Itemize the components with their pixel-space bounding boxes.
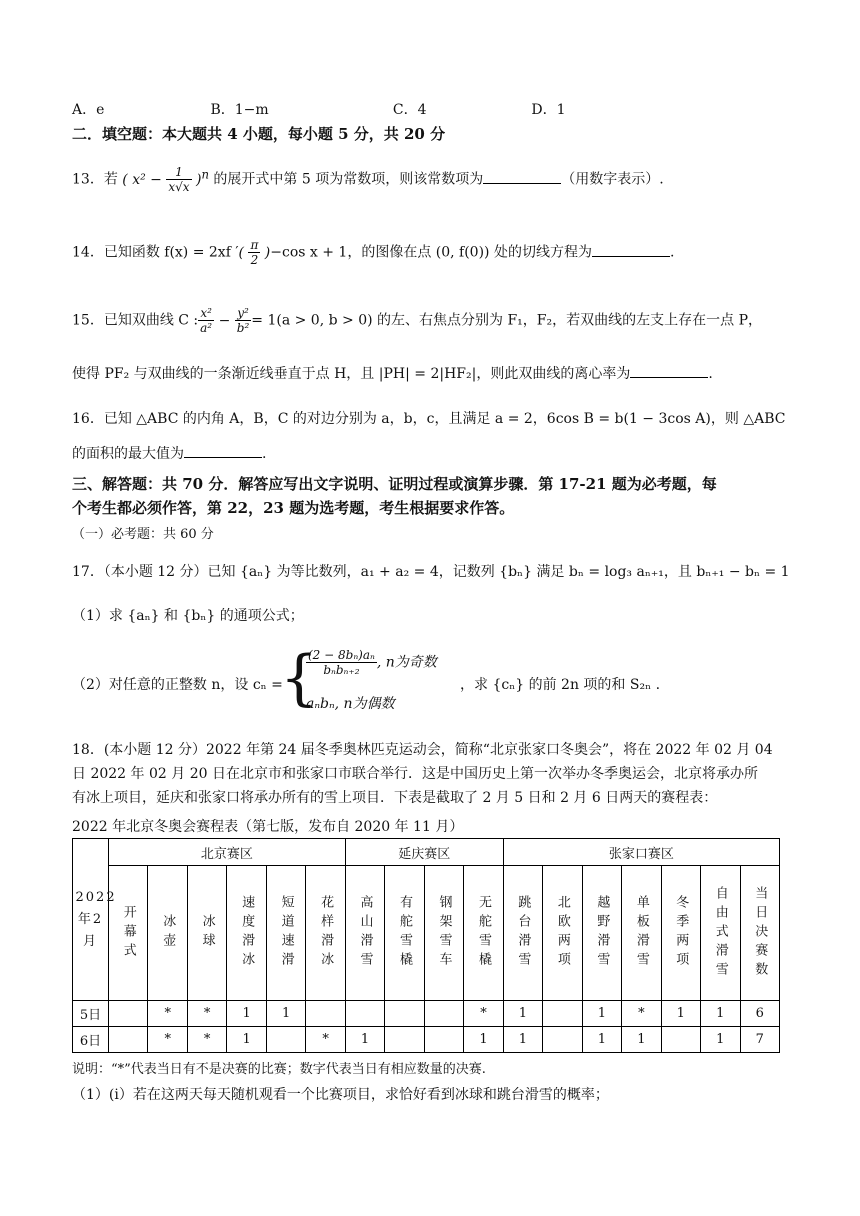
event-name: 高山滑雪 bbox=[357, 895, 373, 971]
event-header-cell bbox=[306, 866, 345, 1001]
schedule-cell: * bbox=[306, 1027, 345, 1053]
event-header-cell bbox=[661, 866, 700, 1001]
schedule-cell bbox=[385, 1027, 424, 1053]
schedule-cell: * bbox=[622, 1001, 661, 1027]
schedule-cell: 1 bbox=[345, 1027, 384, 1053]
schedule-body bbox=[73, 1001, 780, 1053]
event-name: 自由式滑雪 bbox=[712, 885, 728, 981]
event-header-row bbox=[73, 866, 780, 1001]
event-name: 有舵雪橇 bbox=[397, 895, 413, 971]
event-name: 冰壶 bbox=[160, 914, 176, 952]
event-name: 越野滑雪 bbox=[594, 895, 610, 971]
group-header-row bbox=[73, 839, 780, 866]
piecewise-case-2: aₙbₙ, n为偶数 bbox=[306, 696, 395, 712]
question-18-line-3: 有冰上项目，延庆和张家口将承办所有的雪上项目．下表是截取了 2 月 5 日和 2 月 6 日两天的赛程表： bbox=[72, 790, 718, 806]
event-name: 冰球 bbox=[199, 914, 215, 952]
day-cell: 5日 bbox=[73, 1001, 109, 1027]
question-17-part-1: （1）求 {aₙ} 和 {bₙ} 的通项公式； bbox=[72, 608, 304, 624]
schedule-cell: 1 bbox=[503, 1001, 542, 1027]
schedule-cell bbox=[543, 1027, 582, 1053]
group-yanqing: 延庆赛区 bbox=[345, 839, 503, 866]
section-3-subtitle: （一）必考题：共 60 分 bbox=[72, 527, 214, 542]
schedule-cell bbox=[424, 1001, 463, 1027]
exam-page: A．e B．1−m C．4 D．1 二．填空题：本大题共 4 小题，每小题 5 分，共 20 分 13．若 ( x² − $\frac{1}{x√x}$ )$^n$ 的展开式中第 5 项为常数项，则该常数项为 （用数字表示）. 14．已知函数 f(x) = 2xf ′( $\frac{\pi}{2}$ )−cos x + 1，的图像在点 (0, f(0)) 处的切线方程为 . 15．已知双曲线 C : $\frac{\text{x²}}{\text{a²}}$ − $\frac{\text{y²}}{\text{b²}}$ = 1(a > 0, b > 0) 的左、右焦点分别为 F₁，F₂，若双曲线的左支上存在一点 P， 使得 PF₂ 与双曲线的一条渐近线垂直于点 H，且 |PH| = 2|HF₂|，则此双曲线的离心率为 . 16．已知 △ABC 的内角 A，B，C 的对边分别为 a，b，c，且满足 a = 2，6cos B = b(1 − 3cos A)，则 △ABC 的面积的最大值为 . 三、解答题：共 70 分．解答应写出文字说明、证明过程或演算步骤．第 17-21 题为必考题，每 个考生都必须作答，第 22，23 题为选考题，考生根据要求作答。 （一）必考题：共 60 分 17．（本小题 12 分）已知 {aₙ} 为等比数列，a₁ + a₂ = 4，记数列 {bₙ} 满足 bₙ = log₃ aₙ₊₁，且 bₙ₊₁ − bₙ = 1 （1）求 {aₙ} 和 {bₙ} 的通项公式； （2）对任意的正整数 n，设 cₙ = { $\frac{\text{(2 − 8bₙ)aₙ}}{\text{bₙbₙ₊₂}}$ , n为奇数 aₙbₙ, n为偶数 ，求 {cₙ} 的前 2n 项的和 S₂ₙ . 18．(本小题 12 分）2022 年第 24 届冬季奥林匹克运动会，简称“北京张家口冬奥会”，将在 2022 年 02 月 04 日 2022 年 02 月 20 日在北京市和张家口市联合举行．这是中国历史上第一次举办冬季奥运会，北京将承办所 有冰上项目，延庆和张家口将承办所有的雪上项目．下表是截取了 2 月 5 日和 2 月 6 日两天的赛程表： 2022 年北京冬奥会赛程表（第七版，发布自 2020 年 11 月） 2022年2月 北京赛区 延庆赛区 张家口赛区 开幕式 冰壶 冰球 速度滑冰 短道速滑 花样滑冰 高山滑雪 有舵雪橇 钢架雪车 无舵雪橇 跳台滑雪 北欧两项 越野滑雪 单板滑雪 冬季两项 自由式滑雪 当日决赛数 5日 * * 1 1 * 1 1 * 1 1 6 6日 * * 1 * 1 1 1 1 1 1 7 说明：“*”代表当日有不是决赛的比赛；数字代表当日有相应数量的决赛. （1）(i）若在这两天每天随机观看一个比赛项目，求恰好看到冰球和跳台滑雪的概率； bbox=[72, 102, 790, 1103]
choice-a[interactable]: A．e bbox=[72, 102, 105, 118]
schedule-cell: 1 bbox=[582, 1001, 621, 1027]
schedule-cell: * bbox=[148, 1001, 187, 1027]
choice-b[interactable]: B．1−m bbox=[210, 102, 269, 118]
schedule-cell: 1 bbox=[266, 1001, 305, 1027]
event-header-cell bbox=[503, 866, 542, 1001]
schedule-cell bbox=[385, 1001, 424, 1027]
schedule-cell: * bbox=[148, 1027, 187, 1053]
event-header-cell bbox=[148, 866, 187, 1001]
choice-row bbox=[72, 100, 566, 120]
schedule-cell bbox=[266, 1027, 305, 1053]
event-name: 单板滑雪 bbox=[633, 895, 649, 971]
schedule-cell bbox=[543, 1001, 582, 1027]
event-header-cell bbox=[187, 866, 226, 1001]
question-18-line-2: 日 2022 年 02 月 20 日在北京市和张家口市联合举行．这是中国历史上第一次举办冬季奥运会，北京将承办所 bbox=[72, 766, 758, 782]
group-beijing: 北京赛区 bbox=[109, 839, 346, 866]
q14-formula: ( $\frac{\pi}{2}$ ) bbox=[238, 238, 271, 267]
event-name: 花样滑冰 bbox=[318, 895, 334, 971]
event-header-cell bbox=[266, 866, 305, 1001]
schedule-cell: 1 bbox=[227, 1001, 266, 1027]
schedule-cell: 7 bbox=[740, 1027, 780, 1053]
table-corner-cell: 2022年2月 bbox=[73, 839, 109, 1001]
schedule-table bbox=[72, 838, 780, 1053]
question-16-line-2: 的面积的最大值为 . bbox=[72, 443, 266, 464]
schedule-cell bbox=[109, 1027, 148, 1053]
table-row bbox=[73, 1027, 780, 1053]
choice-c[interactable]: C．4 bbox=[392, 102, 427, 118]
event-header-cell bbox=[701, 866, 740, 1001]
schedule-cell bbox=[345, 1001, 384, 1027]
event-header-cell bbox=[227, 866, 266, 1001]
schedule-cell bbox=[109, 1001, 148, 1027]
schedule-cell: 1 bbox=[464, 1027, 503, 1053]
event-header-cell bbox=[464, 866, 503, 1001]
event-name: 开幕式 bbox=[120, 904, 136, 962]
section-3-title-line-1: 三、解答题：共 70 分．解答应写出文字说明、证明过程或演算步骤．第 17-21 题为必考题，每 bbox=[72, 475, 717, 493]
table-caption: 2022 年北京冬奥会赛程表（第七版，发布自 2020 年 11 月） bbox=[72, 819, 464, 835]
schedule-cell: 1 bbox=[503, 1027, 542, 1053]
event-header-cell bbox=[622, 866, 661, 1001]
event-name: 北欧两项 bbox=[554, 895, 570, 971]
schedule-cell: 1 bbox=[701, 1001, 740, 1027]
answer-blank[interactable] bbox=[184, 443, 262, 458]
event-header-cell bbox=[582, 866, 621, 1001]
choice-d[interactable]: D．1 bbox=[531, 102, 566, 118]
q15-formula: $\frac{\text{x²}}{\text{a²}}$ − $\frac{\text{y²}}{\text{b²}}$ bbox=[200, 306, 250, 335]
schedule-cell: 6 bbox=[740, 1001, 780, 1027]
event-name: 冬季两项 bbox=[673, 895, 689, 971]
answer-blank[interactable] bbox=[630, 363, 708, 378]
event-name: 速度滑冰 bbox=[239, 895, 255, 971]
event-header-cell bbox=[543, 866, 582, 1001]
schedule-cell: 1 bbox=[701, 1027, 740, 1053]
answer-blank[interactable] bbox=[592, 242, 670, 257]
schedule-cell: 1 bbox=[661, 1001, 700, 1027]
question-18-line-1: 18．(本小题 12 分）2022 年第 24 届冬季奥林匹克运动会，简称“北京张家口冬奥会”，将在 2022 年 02 月 04 bbox=[72, 742, 773, 758]
section-2-title: 二．填空题：本大题共 4 小题，每小题 5 分，共 20 分 bbox=[72, 125, 446, 143]
event-header-cell bbox=[109, 866, 148, 1001]
question-16-line-1: 16．已知 △ABC 的内角 A，B，C 的对边分别为 a，b，c，且满足 a = 2，6cos B = b(1 − 3cos A)，则 △ABC bbox=[72, 411, 786, 427]
question-14: 14．已知函数 f(x) = 2xf ′( $\frac{\pi}{2}$ )−cos x + 1，的图像在点 (0, f(0)) 处的切线方程为 . bbox=[72, 238, 675, 267]
event-name: 无舵雪橇 bbox=[475, 895, 491, 971]
schedule-cell bbox=[306, 1001, 345, 1027]
question-15-line-2: 使得 PF₂ 与双曲线的一条渐近线垂直于点 H，且 |PH| = 2|HF₂|，则此双曲线的离心率为 . bbox=[72, 363, 713, 384]
group-zhangjiakou: 张家口赛区 bbox=[503, 839, 779, 866]
question-17-stem: 17．（本小题 12 分）已知 {aₙ} 为等比数列，a₁ + a₂ = 4，记数列 {bₙ} 满足 bₙ = log₃ aₙ₊₁，且 bₙ₊₁ − bₙ = 1 bbox=[72, 564, 790, 580]
schedule-cell: * bbox=[187, 1027, 226, 1053]
schedule-cell: 1 bbox=[622, 1027, 661, 1053]
schedule-cell: 1 bbox=[582, 1027, 621, 1053]
event-header-cell bbox=[385, 866, 424, 1001]
schedule-cell bbox=[661, 1027, 700, 1053]
schedule-cell: * bbox=[464, 1001, 503, 1027]
question-15-line-1: 15．已知双曲线 C : $\frac{\text{x²}}{\text{a²}}$ − $\frac{\text{y²}}{\text{b²}}$ = 1(a > 0, b > 0) 的左、右焦点分别为 F₁，F₂，若双曲线的左支上存在一点 P， bbox=[72, 306, 762, 335]
event-name: 跳台滑雪 bbox=[515, 895, 531, 971]
q13-formula: ( x² − $\frac{1}{x√x}$ )$^n$ bbox=[122, 165, 209, 195]
schedule-cell: 1 bbox=[227, 1027, 266, 1053]
event-header-cell bbox=[424, 866, 463, 1001]
section-3-title-line-2: 个考生都必须作答，第 22，23 题为选考题，考生根据要求作答。 bbox=[72, 499, 515, 517]
question-18-sub-1: （1）(i）若在这两天每天随机观看一个比赛项目，求恰好看到冰球和跳台滑雪的概率； bbox=[72, 1087, 609, 1103]
schedule-cell bbox=[424, 1027, 463, 1053]
event-header-cell bbox=[345, 866, 384, 1001]
event-name: 短道速滑 bbox=[278, 895, 294, 971]
day-cell: 6日 bbox=[73, 1027, 109, 1053]
event-name: 钢架雪车 bbox=[436, 895, 452, 971]
event-name: 当日决赛数 bbox=[752, 885, 768, 981]
schedule-cell: * bbox=[187, 1001, 226, 1027]
question-13: 13．若 ( x² − $\frac{1}{x√x}$ )$^n$ 的展开式中第 5 项为常数项，则该常数项为 （用数字表示）. bbox=[72, 165, 664, 195]
event-header-cell bbox=[740, 866, 780, 1001]
piecewise-case-1: $\frac{\text{(2 − 8bₙ)aₙ}}{\text{bₙbₙ₊₂}}$ , n为奇数 bbox=[308, 648, 437, 677]
table-row bbox=[73, 1001, 780, 1027]
answer-blank[interactable] bbox=[483, 169, 561, 184]
piecewise-brace: { bbox=[280, 643, 319, 713]
table-note: 说明：“*”代表当日有不是决赛的比赛；数字代表当日有相应数量的决赛. bbox=[72, 1062, 486, 1077]
